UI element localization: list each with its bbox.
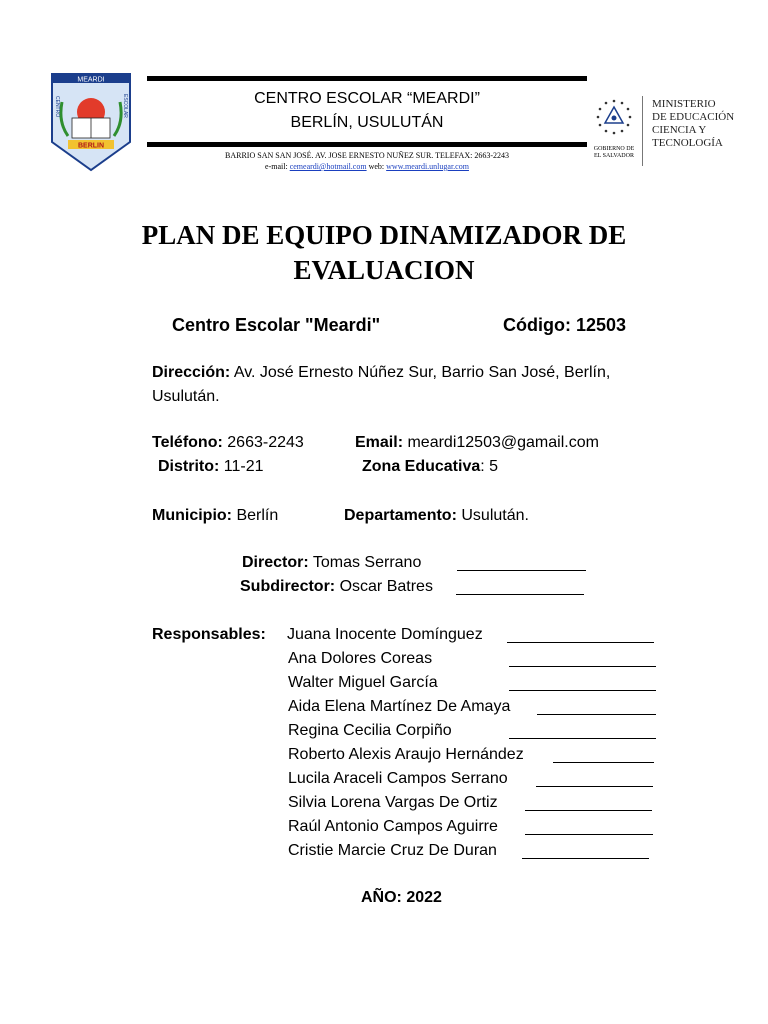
responsable-name: Juana Inocente Domínguez — [287, 626, 483, 643]
ministry-name — [652, 98, 734, 150]
zone — [362, 456, 498, 478]
web-label: web: — [368, 162, 385, 171]
signature-line — [509, 724, 656, 739]
responsable-name: Regina Cecilia Corpiño — [288, 722, 452, 739]
svg-text:BERLIN: BERLIN — [77, 142, 105, 150]
header-rule-bottom — [147, 142, 587, 147]
document-title — [60, 218, 708, 288]
signature-line — [509, 652, 656, 667]
responsable-name: Ana Dolores Coreas — [288, 650, 433, 667]
signature-line — [525, 820, 653, 835]
signature-line — [509, 676, 656, 691]
responsable-name: Raúl Antonio Campos Aguirre — [288, 818, 498, 835]
municipality-value: Berlín — [236, 507, 279, 524]
director — [242, 552, 421, 574]
signature-line — [553, 748, 654, 763]
subdirector-label: Subdirector: — [240, 578, 336, 595]
ministry-line-3: CIENCIA Y — [652, 124, 707, 136]
director-label: Director: — [242, 554, 309, 571]
responsable-name: Silvia Lorena Vargas De Ortiz — [288, 794, 498, 811]
director-value: Tomas Serrano — [312, 554, 422, 571]
svg-text:CENTRO: CENTRO — [54, 96, 60, 118]
district-value: 11-21 — [223, 458, 264, 475]
school-location: BERLÍN, USULUTÁN — [290, 114, 444, 131]
ministry-line-4: TECNOLOGÍA — [652, 137, 723, 149]
signature-line — [537, 700, 656, 715]
subdirector-signature-line — [456, 580, 584, 595]
address-value: Av. José Ernesto Núñez Sur, Barrio San José, Berlín, — [233, 364, 611, 381]
responsable-name: Walter Miguel García — [288, 674, 438, 691]
school-email-link[interactable]: cemeardi@hotmail.com — [289, 162, 367, 171]
ministry-line-1: MINISTERIO — [652, 98, 716, 110]
district — [158, 456, 264, 478]
subdirector-value: Oscar Batres — [339, 578, 433, 595]
municipality-label: Municipio: — [152, 507, 232, 524]
school-address: BARRIO SAN SAN JOSÉ. AV. JOSE ERNESTO NUÑEZ SUR. TELEFAX: 2663-2243 — [225, 151, 509, 160]
email-label: e-mail: — [265, 162, 288, 171]
signature-line — [525, 796, 652, 811]
district-label: Distrito: — [158, 458, 220, 475]
school-logo — [50, 72, 132, 172]
phone-value: 2663-2243 — [227, 434, 304, 451]
code-value: 12503 — [576, 315, 627, 335]
gov-caption-line-1: GOBIERNO DE — [593, 146, 635, 152]
director-signature-line — [457, 556, 586, 571]
responsable-name: Aida Elena Martínez De Amaya — [288, 698, 511, 715]
government-seal-icon — [594, 97, 634, 147]
ministry-line-2: DE EDUCACIÓN — [652, 111, 735, 123]
school-name: CENTRO ESCOLAR “MEARDI” — [254, 90, 480, 107]
responsable-name: Lucila Araceli Campos Serrano — [288, 770, 508, 787]
gov-caption-line-2: EL SALVADOR — [594, 153, 634, 159]
zone-value: : 5 — [480, 458, 499, 475]
email — [355, 432, 599, 454]
phone — [152, 432, 304, 454]
responsables-label: Responsables: — [152, 626, 266, 643]
ministry-divider — [642, 96, 643, 166]
government-caption — [588, 146, 640, 160]
subdirector — [240, 576, 433, 598]
code-label: Código: — [503, 315, 571, 335]
school-code — [503, 314, 626, 336]
school-web-link[interactable]: www.meardi.unlugar.com — [386, 162, 469, 171]
email-label-info: Email: — [355, 434, 404, 451]
signature-line — [536, 772, 653, 787]
phone-label: Teléfono: — [152, 434, 223, 451]
document-year: AÑO: 2022 — [361, 889, 442, 906]
svg-text:ESCOLAR: ESCOLAR — [122, 94, 128, 118]
school-label: Centro Escolar "Meardi" — [172, 315, 381, 335]
municipality — [152, 505, 278, 527]
address-label: Dirección: — [152, 364, 231, 381]
header-rule-top — [147, 76, 587, 81]
department-label: Departamento: — [344, 507, 457, 524]
responsable-name: Roberto Alexis Araujo Hernández — [288, 746, 524, 763]
title-line-2: EVALUACION — [293, 255, 475, 285]
department-value: Usulután. — [461, 507, 529, 524]
address-line-1 — [152, 362, 610, 384]
signature-line — [507, 628, 654, 643]
zone-label: Zona Educativa — [362, 458, 481, 475]
signature-line — [522, 844, 649, 859]
svg-text:MEARDI: MEARDI — [77, 76, 105, 84]
responsable-name: Cristie Marcie Cruz De Duran — [288, 842, 497, 859]
address-line-2: Usulután. — [152, 388, 220, 405]
title-line-1: PLAN DE EQUIPO DINAMIZADOR DE — [141, 220, 627, 250]
school-contact — [147, 162, 587, 172]
department — [344, 505, 529, 527]
email-value: meardi12503@gamail.com — [407, 434, 599, 451]
